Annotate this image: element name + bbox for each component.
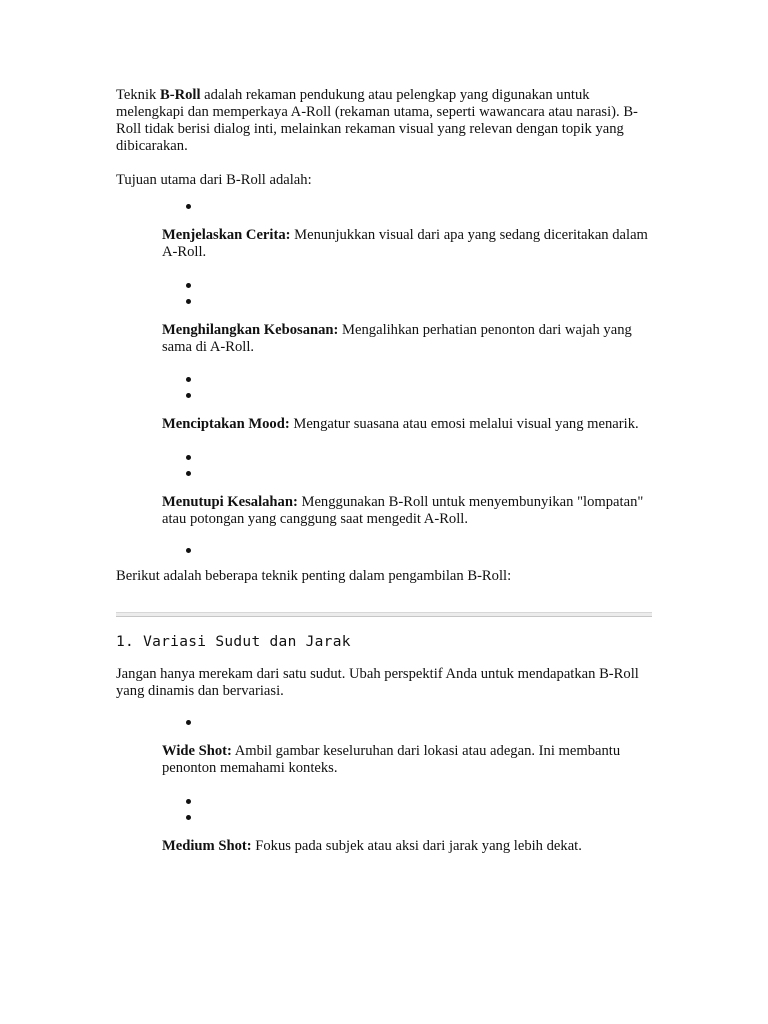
list-bullet — [184, 449, 656, 465]
list-bullet — [184, 293, 656, 309]
intro-prefix: Teknik — [116, 87, 160, 103]
list-bullet — [184, 714, 656, 730]
list-bullet — [184, 198, 656, 214]
list-bullet — [184, 465, 656, 481]
list-bullet — [184, 387, 656, 403]
list-bullet — [184, 371, 656, 387]
technique-item-2 — [162, 838, 656, 855]
intro-term: B-Roll — [159, 87, 201, 103]
purpose-item-3 — [162, 416, 656, 433]
techniques-intro: Berikut adalah beberapa teknik penting dalam pengambilan B-Roll: — [116, 568, 512, 584]
purpose-label: Menutupi Kesalahan: — [162, 494, 298, 510]
purpose-text: Mengalihkan perhatian penonton dari wajah yang sama di A-Roll. — [162, 322, 632, 355]
purpose-item-1 — [162, 227, 656, 261]
list-bullet — [184, 277, 656, 293]
intro-paragraph — [116, 87, 656, 155]
purpose-text: Menggunakan B-Roll untuk menyembunyikan "lompatan" atau potongan yang canggung saat mengedit A-Roll. — [162, 494, 644, 527]
list-bullet — [184, 542, 656, 558]
section-heading: 1. Variasi Sudut dan Jarak — [116, 634, 351, 650]
technique-text: Ambil gambar keseluruhan dari lokasi atau adegan. Ini membantu penonton memahami konteks. — [162, 743, 621, 776]
technique-label: Medium Shot: — [162, 838, 252, 854]
intro-text: adalah rekaman pendukung atau pelengkap yang digunakan untuk melengkapi dan memperkaya A-Roll (rekaman utama, seperti wawancara atau narasi). B-Roll tidak berisi dialog inti, melainkan rekaman visual yang relevan dengan topik yang dibicarakan. — [116, 87, 638, 154]
purpose-text: Menunjukkan visual dari apa yang sedang diceritakan dalam A-Roll. — [162, 227, 648, 260]
purpose-item-4 — [162, 494, 656, 528]
technique-label: Wide Shot: — [162, 743, 232, 759]
purpose-text: Mengatur suasana atau emosi melalui visual yang menarik. — [289, 416, 639, 432]
purpose-label: Menjelaskan Cerita: — [162, 227, 291, 243]
document-page — [116, 87, 656, 855]
list-bullet — [184, 809, 656, 825]
purpose-label: Menciptakan Mood: — [162, 416, 290, 432]
list-bullet — [184, 793, 656, 809]
section-paragraph: Jangan hanya merekam dari satu sudut. Ubah perspektif Anda untuk mendapatkan B-Roll yang dinamis dan bervariasi. — [116, 666, 639, 699]
technique-item-1 — [162, 743, 656, 777]
purpose-item-2 — [162, 322, 656, 356]
purpose-intro: Tujuan utama dari B-Roll adalah: — [116, 172, 312, 188]
purpose-label: Menghilangkan Kebosanan: — [162, 322, 339, 338]
technique-text: Fokus pada subjek atau aksi dari jarak yang lebih dekat. — [251, 838, 582, 854]
